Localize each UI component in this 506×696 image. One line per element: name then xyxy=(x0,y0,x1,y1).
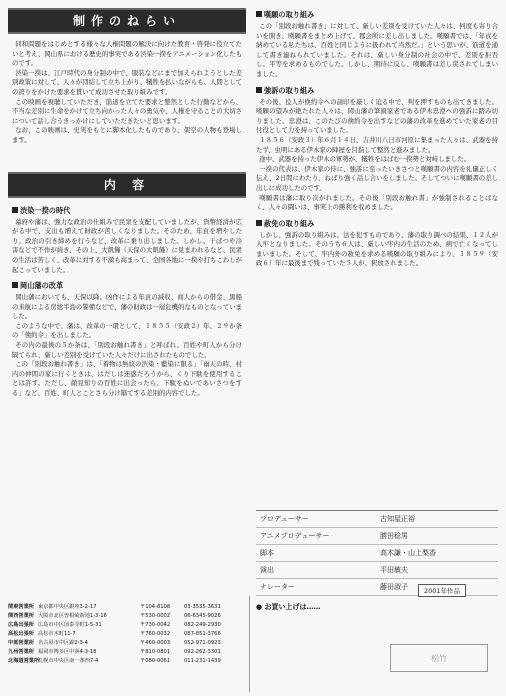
right-column xyxy=(256,8,498,269)
office-phone: 052-971-0923 xyxy=(184,640,221,646)
office-address: 高松市木町11-7 xyxy=(38,631,76,637)
office-address: 大阪市北区曽根崎新地1-3-16 xyxy=(38,613,107,619)
office-zip: 〒060-0061 xyxy=(140,658,171,664)
paragraph: この映画を視聴していただき、筋道を立てた要求と整然とした行動などから、不当な差別に生命をかけて立ち向かった人々の勇気や、人権を守ることの大切さについて話し合うきっかけにしていただきたいと思います。 xyxy=(12,97,242,125)
office-zip: 〒530-0002 xyxy=(140,613,171,619)
dealer-stamp: 松竹 xyxy=(390,644,488,672)
section-title: 強訴の取り組み xyxy=(264,85,315,95)
credit-role: ナレーター xyxy=(260,583,295,591)
section-title: 嘆願の取り組み xyxy=(264,10,315,19)
paragraph: その内の最後の５か条は、「別段お触れ書き」と呼ばれ、百姓や町人から分け隔てられ、厳しい差別を受けていた人々だけに出されたものでした。 xyxy=(12,341,242,359)
section-heading xyxy=(256,86,498,96)
credit-row xyxy=(256,510,498,528)
section-title: 岡山藩の改革 xyxy=(20,281,64,291)
bullet-icon: ● xyxy=(256,603,265,611)
office-row xyxy=(8,603,244,612)
section-heading xyxy=(256,10,498,20)
content-text xyxy=(8,198,246,399)
square-bullet-icon xyxy=(256,220,262,226)
office-address: 東京都中央区銀座3-2-17 xyxy=(38,604,97,610)
office-list xyxy=(8,603,244,666)
paragraph: １８５６（安政３）年６月１４日、吉井川八日市河原に集まった人々は、武器を持たず、虫明にある伊木家の陣屋を目指して整然と進みました。 xyxy=(256,135,498,154)
office-zip: 〒730-0042 xyxy=(140,622,171,628)
credit-name: 勝田稔男 xyxy=(380,532,408,540)
purpose-text xyxy=(8,34,246,146)
credit-role: 脚本 xyxy=(260,549,274,557)
paragraph: 同和問題をはじめとする様々な人権問題の解決に向けた教育・啓発に役立てたいと考え、岡山県における歴史的事実である渋染一揆をアニメーション化したものです。 xyxy=(12,40,242,68)
paragraph: 嘆願書は藩に取り次がれました。その後「別段お触れ書」が強制されることはなく、人々の闘いは、事実上の勝利を収めました。 xyxy=(256,193,498,212)
left-column xyxy=(8,8,246,399)
credit-row xyxy=(256,528,498,545)
office-phone: 03-3535-3631 xyxy=(184,604,221,610)
square-bullet-icon xyxy=(256,11,262,17)
section-heading xyxy=(12,281,242,291)
office-phone: 011-231-1439 xyxy=(184,658,221,664)
inquiry-label xyxy=(256,602,321,612)
office-zip: 〒104-8108 xyxy=(140,604,171,610)
office-row xyxy=(8,648,244,657)
credit-name: 古知屋正裕 xyxy=(380,515,415,523)
section-heading xyxy=(12,206,242,216)
office-name: 高松出張所 xyxy=(8,631,34,637)
production-year: 2001年作品 xyxy=(418,584,466,597)
paragraph: 幕府や藩は、強力な政治の仕組みで民衆を支配していましたが、貨幣経済が広がる中で、支出も増えて財政が苦しくなりました。そのため、年貢を増やしたり、政治の引き締めを行うなど、改革に乗り出しました。しかし、干ばつや冷害などで不作が続き、その上、大飢饉（天保の大飢饉）に見まわれるなど、民衆の生活は苦しく、改革に対する不満も高まって、全国各地に一揆や打ちこわしが起こっていました。 xyxy=(12,217,242,274)
credit-role: 演出 xyxy=(260,566,274,574)
content-banner: 内 容 xyxy=(8,172,246,198)
office-name: 中部営業所 xyxy=(8,640,34,646)
paragraph: この「別段お触れ書き」に対して、厳しい差別を受けていた人々は、何度も寄り合いを開き、嘆願書をまとめ上げて、郡会所に差し出しました。嘆願書では、「年貢を納めている私たちは、百姓と同じように扱われて当然だ。」という思いが、筋道を通して書き連ねられていました。それは、厳しい身分制の社会の中で、差別を拒否し、平等を求めるものでした。しかし、期待に反し、嘆願書は差し戻されてしまいました。 xyxy=(256,22,498,78)
paragraph: 岡山藩においても、天保以降、凶作による年貢の減収、商人からの借金、黒船の来航による房総半島の警備などで、藩の財政は一層危機的なものとなっていました。 xyxy=(12,293,242,321)
office-address: 名古屋市中区錦2-3-4 xyxy=(38,640,88,646)
office-name: 北海道営業所 xyxy=(8,658,40,664)
paragraph: なお、この映画は、史実をもとに脚本化したものであり、架空の人物も登場します。 xyxy=(12,126,242,144)
paragraph: しかし、強訴の取り組みは、法を犯すものであり、藩の取り調べの結果、１２人が入牢となりました。そのうち６人は、厳しい牢内の生活のため、病で亡くなってしまいました。そして、牢内外の赦免を求める嘆願の取り組みにより、１８５９（安政６）年に最後まで残っていた５人が、釈放されました。 xyxy=(256,230,498,268)
office-phone: 06-6345-9026 xyxy=(184,613,221,619)
credit-role: アニメプロデューサー xyxy=(260,532,330,540)
office-name: 広島出張所 xyxy=(8,622,34,628)
paragraph: この「別段お触れ書き」は、「着物は無紋の渋染・藍染に限る」「雨天の時、村内の仲間の家に行くときは、はだしは迷惑だろうから、くり下駄を使用することは許す。ただし、顔見知りの百姓に出会ったら、下駄をぬいであいさつをする」など、百姓、町人とことさら分け隔てする差別的内容でした。 xyxy=(12,360,242,398)
paragraph: このような中で、藩は、改革の一環として、１８５５（安政２）年、２９か条の「倹約令」を出しました。 xyxy=(12,321,242,340)
credit-row xyxy=(256,562,498,579)
section-title: 赦免の取り組み xyxy=(264,218,315,228)
credit-name: 藤田淑子 xyxy=(380,583,408,591)
inquiry-text: お買い上げは…… xyxy=(264,603,321,611)
section-title: 渋染一揆の時代 xyxy=(20,205,71,215)
square-bullet-icon xyxy=(12,207,18,213)
office-name: 関西営業所 xyxy=(8,613,34,619)
office-address: 札幌市中央区南一条西7-4 xyxy=(38,658,99,664)
paragraph: 一揆の代表は、伊木家の侍に、強訴に至ったいきさつと嘆願書の内容を礼儀正しく伝え、2日間にわたり、ねばり強く話し合いをしました。そしてついに嘆願書の差し出しに成功したのです。 xyxy=(256,164,498,192)
office-row xyxy=(8,639,244,648)
office-phone: 092-262-3301 xyxy=(184,649,221,655)
office-row xyxy=(8,612,244,621)
office-address: 福岡市博多区中洲4-3-18 xyxy=(38,649,97,655)
credit-name: 平田敏夫 xyxy=(380,566,408,574)
square-bullet-icon xyxy=(12,282,18,288)
office-row xyxy=(8,630,244,639)
office-phone: 087-851-3766 xyxy=(184,631,221,637)
office-name: 関東営業所 xyxy=(8,604,34,610)
divider xyxy=(249,596,250,692)
square-bullet-icon xyxy=(256,87,262,93)
credit-role: プロデューサー xyxy=(260,515,309,523)
office-phone: 082-249-2930 xyxy=(184,622,221,628)
section-heading xyxy=(256,219,498,229)
office-name: 九州営業所 xyxy=(8,649,34,655)
office-zip: 〒760-0032 xyxy=(140,631,171,637)
purpose-banner: 制作のねらい xyxy=(8,8,246,34)
credit-name: 高木謙・山上梨香 xyxy=(380,549,436,557)
office-row xyxy=(8,657,244,666)
office-row xyxy=(8,621,244,630)
office-address: 広島市中区国泰寺町1-5-31 xyxy=(38,622,102,628)
office-zip: 〒810-0801 xyxy=(140,649,171,655)
paragraph: 渋染一揆は、江戸時代の身分制の中で、服装などにまで加えられようとした差別政策に対して、人々が団結して立ち上がり、犠牲を払いながらも、人間としての誇りをかけた要求を貫いて成功させた取り組みです。 xyxy=(12,68,242,96)
paragraph: その後、役人が倹約令への請印を厳しく迫る中で、判を押すものも出てきました。嘆願の望みが絶たれた人々は、岡山藩の筆頭家老である伊木忠澄への強訴に踏み切りました。忠澄は、このたびの倹約令を出すなどの藩の改革を進めていた家老の目付役として力を持っていました。 xyxy=(256,97,498,135)
office-zip: 〒460-0003 xyxy=(140,640,171,646)
paragraph: 途中、武器を持った伊木の軍勢が、犠牲をはばむ一揆勢と対峙しました。 xyxy=(259,155,471,164)
credit-row xyxy=(256,545,498,562)
